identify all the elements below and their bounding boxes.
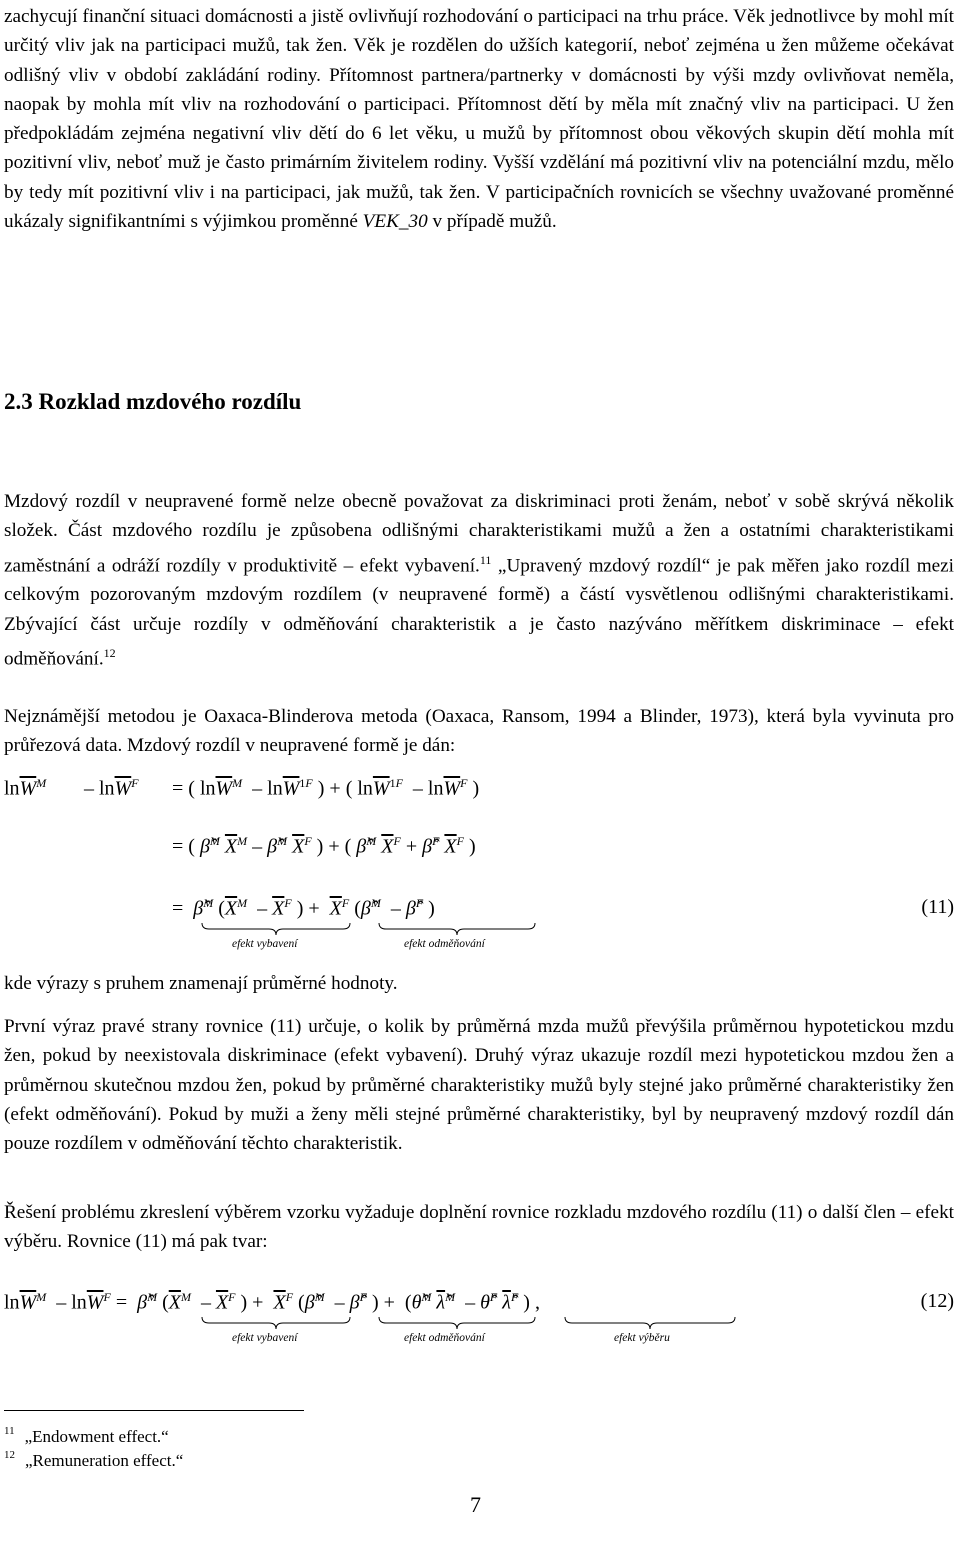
underbrace-odmenovani [378, 922, 536, 936]
variable-name: VEK_30 [362, 211, 428, 233]
footnote-number: 12 [4, 1449, 15, 1461]
paragraph-method [4, 702, 954, 761]
label-efekt-vybaveni-12: efekt vybavení [232, 1332, 298, 1344]
paragraph-text: Mzdový rozdíl v neupravené formě nelze obecně považovat za diskriminaci proti ženám, neboť v sobě skrývá několik složek. Část mzdového rozdílu je způsobena odlišnými charakteristikami mužů a žen a ostatními charakteristikami zaměstnání a odráží rozdíly v produktivitě – efekt vybavení. [4, 491, 954, 576]
paragraph-wage-gap [4, 487, 954, 674]
footnote-ref-12: 12 [103, 645, 116, 660]
label-efekt-vybaveni: efekt vybavení [232, 938, 298, 950]
underbrace-odmenovani-12 [378, 1316, 536, 1330]
paragraph-bar-note [4, 969, 954, 998]
paragraph-participation [4, 2, 954, 236]
paragraph-interpretation [4, 1012, 954, 1158]
equation-number-12: (12) [920, 1290, 954, 1312]
paragraph-text: zachycují finanční situaci domácnosti a jistě ovlivňují rozhodování o participaci na trhu práce. Věk jednotlivce by mohl mít určitý vliv jak na participaci mužů, tak žen. Věk je rozdělen do užších kategorií, neboť zejména u žen můžeme očekávat odlišný vliv v období zakládání rodiny. Přítomnost partnera/partnerky v domácnosti by výši mzdy ovlivňovat neměla, naopak by mohla mít vliv na rozhodování o participaci. Přítomnost dětí by měla mít značný vliv na participaci. U žen předpokládám zejména negativní vliv dětí do 6 let věku, u mužů by přítomnost obou věkových skupin dětí mohla mít pozitivní vliv, neboť muž je často primárním živitelem rodiny. Vyšší vzdělání má pozitivní vliv na potenciální mzdu, mělo by tedy mít pozitivní vliv i na participaci, jak mužů, tak žen. V participačních rovnicích se všechny uvažované proměnné ukázaly signifikantními s výjimkou proměnné [4, 6, 954, 233]
footnote-text: „Remuneration effect.“ [25, 1451, 184, 1470]
paragraph-selection [4, 1198, 954, 1257]
underbrace-vybaveni-12 [201, 1316, 351, 1330]
equation-11-line1: $\ln\overline{W}^M$ – $\ln\overline{W}^F$ = ( $\ln\overline{W}^M - \ln\overline{W}^{1F}$ ) + ( $\ln\overline{W}^{1F} - \ln\overline{W}^F$ ) [4, 776, 480, 800]
footnote-rule [4, 1410, 304, 1411]
equation-11-line2: = ( β̂$^M$ $\overline{X}^M$ – β̂$^M$ $\overline{X}^F$ ) + ( β̂$^M$ $\overline{X}^F$ + β̂$^F$ $\overline{X}^F$ ) [172, 834, 476, 858]
footnote-ref-11: 11 [479, 552, 492, 567]
paragraph-text: První výraz pravé strany rovnice (11) určuje, o kolik by průměrná mzda mužů převýšila průměrnou hypotetickou mzdu žen, pokud by neexistovala diskriminace (efekt vybavení). Druhý výraz ukazuje rozdíl mezi hypotetickou mzdou žen a průměrnou skutečnou mzdou žen, pokud by průměrné charakteristiky mužů byly stejné jako průměrné charakteristiky žen (efekt odměňování). Pokud by muži a ženy měli stejné průměrné charakteristiky, byl by neupravený mzdový rozdíl dán pouze rozdílem v odměňování těchto charakteristik. [4, 1016, 954, 1155]
equation-12: $\ln\overline{W}^M - \ln\overline{W}^F$ = β̂$^M$ ($\overline{X}^M - \overline{X}^F$ ) + $\overline{X}^F$ (β̂$^M$ – β̂$^F$ ) + (θ̂$^M$ λ̂$^M$ – θ̂$^F$ λ̂$^F$ ) , (12) [4, 1290, 954, 1314]
paragraph-text: „Upravený mzdový rozdíl“ je pak měřen jako rozdíl mezi celkovým pozorovaným mzdovým rozdílem (v neupravené formě) a částí vysvětlenou odlišnými charakteristikami. Zbývající část určuje rozdíly v odměňování charakteristik a je často nazýváno měřítkem diskriminace – efekt odměňování. [4, 554, 954, 670]
underbrace-vybaveni [201, 922, 351, 936]
underbrace-vyberu [564, 1316, 736, 1330]
footnote-11 [4, 1425, 169, 1447]
footnote-text: „Endowment effect.“ [24, 1427, 169, 1446]
paragraph-text: Řešení problému zkreslení výběrem vzorku vyžaduje doplnění rovnice rozkladu mzdového rozdílu (11) o další člen – efekt výběru. Rovnice (11) má pak tvar: [4, 1202, 954, 1253]
footnote-12 [4, 1449, 183, 1471]
label-efekt-vyberu: efekt výběru [614, 1332, 670, 1344]
label-efekt-odmenovani-12: efekt odměňování [404, 1332, 485, 1344]
section-heading: 2.3 Rozklad mzdového rozdílu [4, 389, 302, 414]
equation-number-11: (11) [921, 896, 954, 918]
label-efekt-odmenovani: efekt odměňování [404, 938, 485, 950]
page-number: 7 [470, 1492, 481, 1517]
paragraph-text-end: v případě mužů. [432, 211, 557, 233]
equation-11-line3: = β̂$^M$ ($\overline{X}^M - \overline{X}^F$ ) + $\overline{X}^F$ (β̂$^M$ – β̂$^F$ ) (11) [172, 896, 954, 920]
paragraph-text: kde výrazy s pruhem znamenají průměrné hodnoty. [4, 973, 398, 994]
footnote-number: 11 [4, 1425, 15, 1437]
paragraph-text: Nejznámější metodou je Oaxaca-Blinderova metoda (Oaxaca, Ransom, 1994 a Blinder, 1973), která byla vyvinuta pro průřezová data. Mzdový rozdíl v neupravené formě je dán: [4, 706, 954, 757]
